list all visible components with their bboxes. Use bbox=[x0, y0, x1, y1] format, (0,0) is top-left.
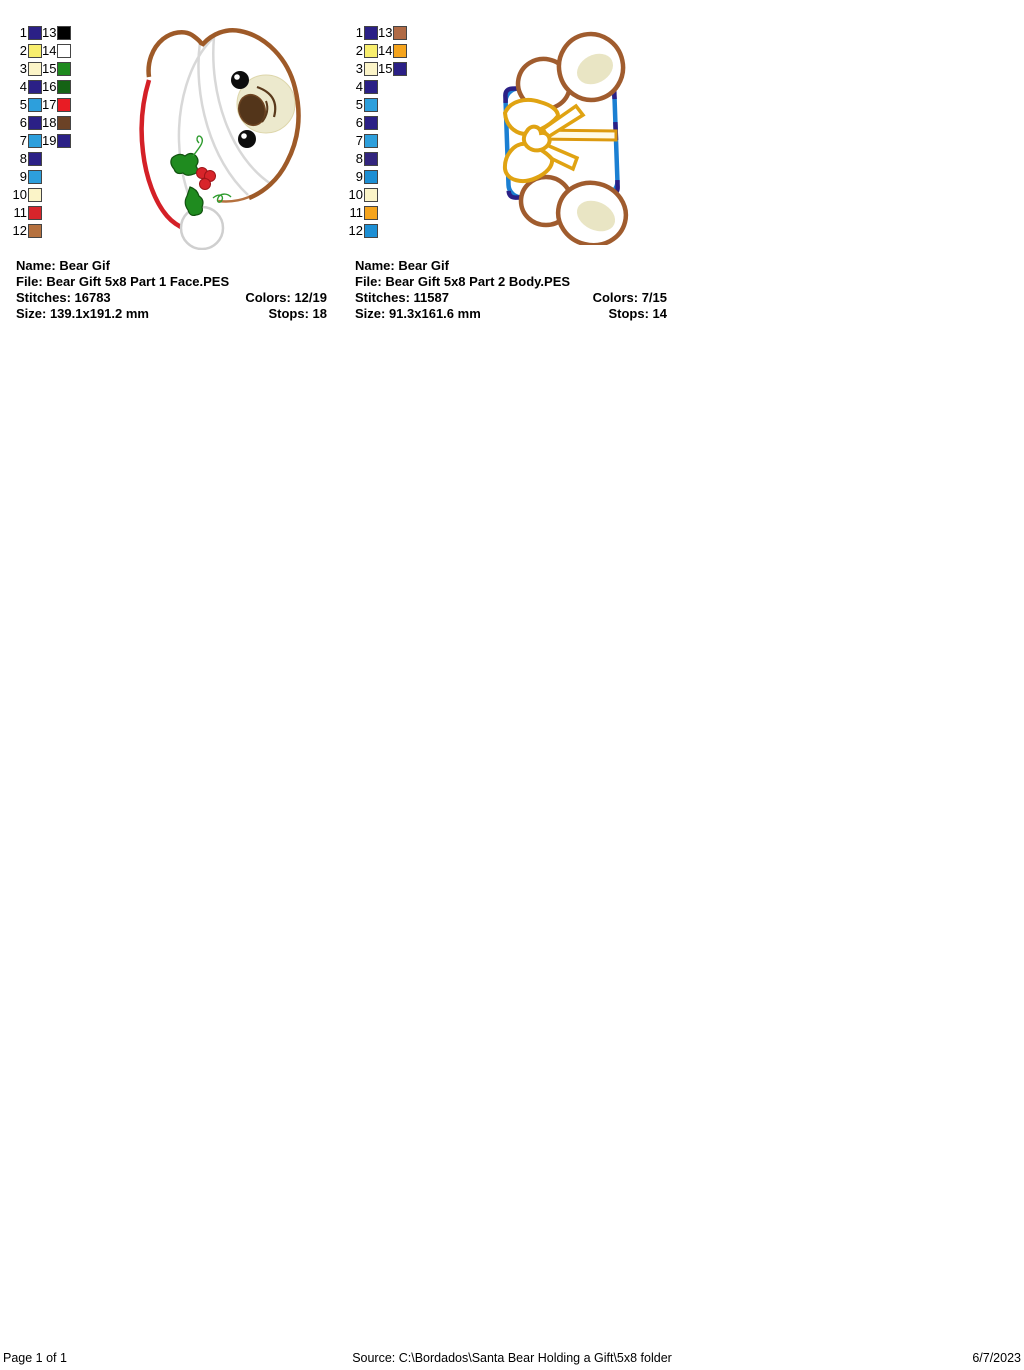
design-file: File: Bear Gift 5x8 Part 2 Body.PES bbox=[355, 274, 571, 289]
color-swatch bbox=[28, 152, 42, 166]
palette-column bbox=[10, 26, 42, 242]
date: 6/7/2023 bbox=[972, 1351, 1021, 1365]
palette-entry bbox=[346, 116, 378, 134]
color-swatch bbox=[28, 80, 42, 94]
color-swatch bbox=[28, 170, 42, 184]
color-swatch bbox=[57, 62, 71, 76]
palette-entry bbox=[10, 98, 42, 116]
color-swatch bbox=[57, 44, 71, 58]
color-swatch bbox=[28, 62, 42, 76]
color-swatch bbox=[364, 152, 378, 166]
palette-entry bbox=[42, 44, 71, 62]
color-swatch bbox=[393, 44, 407, 58]
palette-entry bbox=[378, 62, 407, 80]
color-swatch bbox=[28, 26, 42, 40]
color-number: 15 bbox=[378, 61, 393, 76]
palette-column bbox=[346, 26, 378, 242]
color-number: 19 bbox=[42, 133, 57, 148]
palette-entry bbox=[346, 44, 378, 62]
color-number: 2 bbox=[355, 43, 363, 58]
palette-entry bbox=[378, 26, 407, 44]
color-number: 10 bbox=[12, 187, 27, 202]
color-number: 1 bbox=[19, 25, 27, 40]
color-swatch bbox=[364, 26, 378, 40]
color-number: 12 bbox=[348, 223, 363, 238]
palette-entry bbox=[346, 26, 378, 44]
color-swatch bbox=[28, 206, 42, 220]
color-swatch bbox=[28, 224, 42, 238]
color-swatch bbox=[28, 188, 42, 202]
design1-thread-palette bbox=[10, 26, 71, 242]
page-footer bbox=[0, 1351, 1024, 1367]
color-swatch bbox=[364, 80, 378, 94]
color-number: 12 bbox=[12, 223, 27, 238]
palette-entry bbox=[346, 134, 378, 152]
eye-highlight bbox=[241, 133, 247, 139]
color-swatch bbox=[57, 98, 71, 112]
design-stops: Stops: 14 bbox=[608, 306, 667, 321]
palette-entry bbox=[10, 116, 42, 134]
palette-entry bbox=[42, 116, 71, 134]
color-swatch bbox=[57, 26, 71, 40]
design-stops: Stops: 18 bbox=[268, 306, 327, 321]
color-swatch bbox=[364, 134, 378, 148]
palette-entry bbox=[378, 44, 407, 62]
palette-entry bbox=[10, 62, 42, 80]
color-number: 15 bbox=[42, 61, 57, 76]
color-number: 11 bbox=[349, 205, 363, 220]
color-swatch bbox=[28, 116, 42, 130]
color-number: 9 bbox=[355, 169, 363, 184]
color-number: 3 bbox=[19, 61, 27, 76]
color-swatch bbox=[28, 134, 42, 148]
color-number: 10 bbox=[348, 187, 363, 202]
palette-entry bbox=[346, 80, 378, 98]
design2-info bbox=[355, 258, 667, 322]
palette-entry bbox=[42, 80, 71, 98]
design-name: Name: Bear Gif bbox=[16, 258, 110, 273]
color-number: 7 bbox=[355, 133, 363, 148]
color-swatch bbox=[364, 224, 378, 238]
bear-eye bbox=[238, 130, 256, 148]
palette-entry bbox=[42, 62, 71, 80]
design-name: Name: Bear Gif bbox=[355, 258, 449, 273]
holly-leaf bbox=[171, 154, 198, 176]
palette-column bbox=[42, 26, 71, 152]
color-number: 14 bbox=[378, 43, 393, 58]
palette-entry bbox=[346, 62, 378, 80]
palette-entry bbox=[42, 134, 71, 152]
color-swatch bbox=[364, 116, 378, 130]
color-number: 7 bbox=[19, 133, 27, 148]
color-number: 4 bbox=[19, 79, 27, 94]
palette-entry bbox=[10, 188, 42, 206]
palette-entry bbox=[42, 98, 71, 116]
color-number: 5 bbox=[19, 97, 27, 112]
color-number: 17 bbox=[42, 97, 57, 112]
palette-entry bbox=[10, 44, 42, 62]
hat-pompom bbox=[181, 207, 223, 249]
color-number: 5 bbox=[355, 97, 363, 112]
color-swatch bbox=[364, 98, 378, 112]
color-number: 8 bbox=[19, 151, 27, 166]
color-swatch bbox=[57, 116, 71, 130]
color-number: 6 bbox=[355, 115, 363, 130]
palette-entry bbox=[10, 134, 42, 152]
palette-entry bbox=[10, 26, 42, 44]
color-number: 6 bbox=[19, 115, 27, 130]
color-swatch bbox=[364, 206, 378, 220]
palette-entry bbox=[346, 206, 378, 224]
design-size: Size: 139.1x191.2 mm bbox=[16, 306, 149, 321]
design-stitches: Stitches: 16783 bbox=[16, 290, 111, 305]
palette-column bbox=[378, 26, 407, 80]
color-swatch bbox=[28, 44, 42, 58]
color-number: 14 bbox=[42, 43, 57, 58]
palette-entry bbox=[346, 188, 378, 206]
design1-info bbox=[16, 258, 327, 322]
color-swatch bbox=[57, 134, 71, 148]
color-number: 9 bbox=[19, 169, 27, 184]
color-number: 4 bbox=[355, 79, 363, 94]
color-number: 18 bbox=[42, 115, 57, 130]
design-file: File: Bear Gift 5x8 Part 1 Face.PES bbox=[16, 274, 230, 289]
color-number: 2 bbox=[19, 43, 27, 58]
color-swatch bbox=[364, 44, 378, 58]
bear-face-design-image bbox=[130, 25, 310, 250]
color-swatch bbox=[364, 188, 378, 202]
palette-entry bbox=[346, 170, 378, 188]
palette-entry bbox=[10, 152, 42, 170]
design2-thread-palette bbox=[346, 26, 407, 242]
palette-entry bbox=[346, 98, 378, 116]
color-number: 13 bbox=[378, 25, 393, 40]
color-number: 13 bbox=[42, 25, 57, 40]
page-number: Page 1 of 1 bbox=[3, 1351, 67, 1365]
color-swatch bbox=[364, 62, 378, 76]
design-colors: Colors: 12/19 bbox=[245, 290, 327, 305]
color-swatch bbox=[57, 80, 71, 94]
bear-eye bbox=[231, 71, 249, 89]
color-swatch bbox=[393, 26, 407, 40]
color-number: 3 bbox=[355, 61, 363, 76]
palette-entry bbox=[346, 152, 378, 170]
design-size: Size: 91.3x161.6 mm bbox=[355, 306, 481, 321]
eye-highlight bbox=[234, 74, 240, 80]
design-stitches: Stitches: 11587 bbox=[355, 290, 449, 305]
color-swatch bbox=[28, 98, 42, 112]
holly-berry bbox=[200, 179, 211, 190]
color-number: 1 bbox=[355, 25, 363, 40]
color-number: 16 bbox=[42, 79, 57, 94]
color-number: 11 bbox=[13, 205, 27, 220]
palette-entry bbox=[10, 80, 42, 98]
design-colors: Colors: 7/15 bbox=[592, 290, 667, 305]
color-swatch bbox=[364, 170, 378, 184]
palette-entry bbox=[10, 170, 42, 188]
palette-entry bbox=[10, 224, 42, 242]
palette-entry bbox=[10, 206, 42, 224]
color-number: 8 bbox=[355, 151, 363, 166]
palette-entry bbox=[42, 26, 71, 44]
palette-entry bbox=[346, 224, 378, 242]
source-path: Source: C:\Bordados\Santa Bear Holding a Gift\5x8 folder bbox=[352, 1351, 672, 1365]
color-swatch bbox=[393, 62, 407, 76]
bear-body-gift-design-image bbox=[480, 30, 660, 245]
